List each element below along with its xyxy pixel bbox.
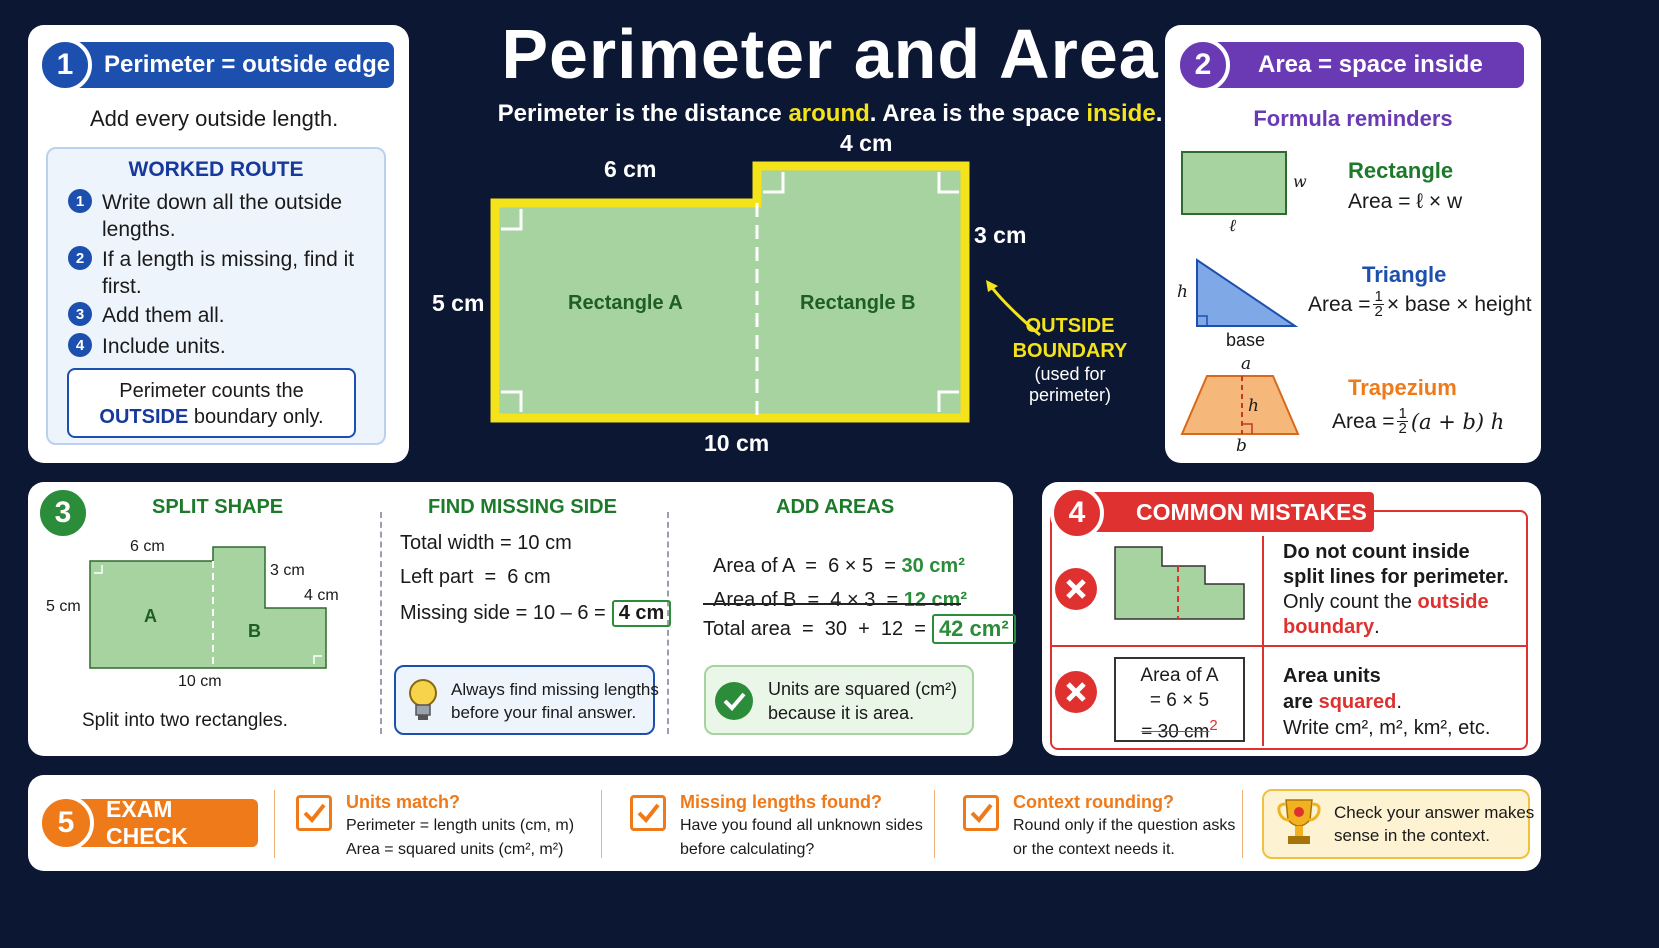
step-2-number: 2: [68, 246, 92, 270]
step-2: [68, 246, 368, 300]
dim-top-right: 4 cm: [840, 130, 893, 156]
wrong-calc-box: Area of A = 6 × 5 = 30 $cm^2$: [1114, 657, 1245, 742]
panel4-header: COMMON MISTAKES: [1080, 492, 1374, 532]
split-title: SPLIT SHAPE: [152, 496, 284, 518]
boundary-callout: OUTSIDE BOUNDARY (used for perimeter): [1012, 315, 1128, 405]
rectangle-name: Rectangle: [1348, 158, 1454, 183]
trap-h-label: h: [1248, 396, 1259, 416]
missing-line-3: Missing side = 10 – 6 = 4 cm: [400, 600, 671, 627]
step-3: [68, 302, 368, 329]
mistake-1-text: Do not count inside split lines for perimeter. Only count the outside boundary.: [1283, 541, 1509, 638]
divider-1: [380, 512, 382, 734]
worked-route-title: WORKED ROUTE: [128, 158, 304, 181]
tri-h-label: h: [1177, 282, 1188, 302]
split-label-a: A: [144, 606, 157, 626]
missing-line-1: Total width = 10 cm: [400, 532, 572, 554]
checkbox-icon[interactable]: [296, 795, 332, 831]
checkbox-icon[interactable]: [963, 795, 999, 831]
rectangle-formula: Area = ℓ × w: [1348, 190, 1463, 213]
trophy-icon: [1274, 796, 1324, 850]
step-4-text: Include units.: [102, 335, 226, 358]
rect-l-label: ℓ: [1229, 216, 1237, 236]
check-missing-lengths: Missing lengths found? Have you found all unknown sides before calculating?: [680, 792, 923, 858]
trap-b-label: b: [1236, 436, 1247, 456]
split-dim-step: 3 cm: [270, 562, 305, 579]
check-divider: [934, 790, 935, 858]
missing-line-2: Left part = 6 cm: [400, 566, 551, 588]
checkbox-icon[interactable]: [630, 795, 666, 831]
split-dim-bottom: 10 cm: [178, 673, 222, 690]
step-1-number: 1: [68, 189, 92, 213]
dim-right-step: 3 cm: [974, 222, 1027, 248]
panel1-header: Perimeter = outside edge: [60, 42, 394, 88]
panel2-number: 2: [1176, 38, 1230, 92]
error-icon: [1054, 670, 1098, 714]
triangle-name: Triangle: [1362, 262, 1447, 287]
area-b-line: Area of B = 4 × 3 = 12 cm²: [713, 589, 968, 611]
trap-a-label: a: [1241, 354, 1252, 374]
perimeter-note: Perimeter counts the OUTSIDE boundary only.: [67, 368, 356, 438]
mistake-shape: [1112, 544, 1248, 624]
split-dim-top: 6 cm: [130, 538, 165, 555]
missing-title: FIND MISSING SIDE: [428, 496, 617, 518]
total-area-line: Total area = 30 + 12 = 42 cm²: [703, 614, 1016, 644]
formula-subtitle: Formula reminders: [1253, 106, 1453, 131]
step-4: [68, 333, 368, 360]
split-shape-diagram: [80, 535, 360, 685]
triangle-formula: Area = $\frac{1}{2}$ × base × height: [1308, 288, 1532, 320]
panel1-intro: Add every outside length.: [90, 106, 339, 131]
step-3-text: Add them all.: [102, 304, 225, 327]
check-circle-icon: [714, 681, 754, 721]
check-rounding: Context rounding? Round only if the question asks or the context needs it.: [1013, 792, 1236, 858]
trapezium-shape: [1182, 376, 1298, 434]
panel1-number: 1: [38, 38, 92, 92]
split-dim-left: 5 cm: [46, 598, 81, 615]
split-caption: Split into two rectangles.: [82, 710, 288, 731]
check-divider: [1242, 790, 1243, 858]
check-divider: [601, 790, 602, 858]
rectangle-shape: [1182, 152, 1286, 214]
area-a-line: Area of A = 6 × 5 = 30 cm²: [713, 555, 965, 577]
trapezium-formula: Area = $\frac{1}{2}$ (a + b) h: [1332, 405, 1505, 437]
units-note-text: Units are squared (cm²) because it is area.: [768, 679, 958, 723]
total-area-answer: 42 cm²: [932, 614, 1016, 644]
step-1-text: Write down all the outside lengths.: [102, 191, 343, 241]
final-check-text: Check your answer makes sense in the context.: [1334, 803, 1535, 845]
trapezium-name: Trapezium: [1348, 375, 1457, 400]
check-divider: [274, 790, 275, 858]
step-2-text: If a length is missing, find it first.: [102, 248, 355, 298]
step-1: [68, 189, 368, 243]
lightbulb-icon: [405, 676, 441, 724]
rect-w-label: w: [1293, 172, 1307, 191]
dim-top-left: 6 cm: [604, 156, 657, 182]
rect-b-label: Rectangle B: [800, 292, 916, 314]
missing-tip-text: Always find missing lengths before your final answer.: [451, 680, 659, 722]
panel5-number: 5: [38, 795, 94, 851]
panel5-header: EXAM CHECK: [70, 799, 258, 847]
dim-bottom: 10 cm: [704, 430, 770, 456]
error-icon: [1054, 567, 1098, 611]
tri-base-label: base: [1226, 330, 1266, 350]
panel2-header: Area = space inside: [1200, 42, 1524, 88]
step-4-number: 4: [68, 333, 92, 357]
page-subtitle: Perimeter is the distance around. Area is the space inside.: [497, 100, 1163, 127]
step-3-number: 3: [68, 302, 92, 326]
panel3-number: 3: [36, 486, 90, 540]
dim-left: 5 cm: [432, 290, 485, 316]
mistake-2-text: Area units are squared. Write cm², m², km², etc.: [1283, 665, 1491, 739]
mistakes-divider-h: [1052, 645, 1526, 647]
split-label-b: B: [248, 621, 261, 641]
panel4-number: 4: [1050, 486, 1104, 540]
mistakes-divider-v: [1262, 536, 1264, 746]
triangle-shape: [1197, 260, 1295, 326]
rect-a-label: Rectangle A: [568, 292, 683, 314]
page-title: Perimeter and Area: [501, 15, 1159, 93]
areas-rule: [703, 603, 961, 605]
missing-answer: 4 cm: [612, 600, 672, 627]
check-units: Units match? Perimeter = length units (cm, m) Area = squared units (cm², m²): [346, 792, 575, 858]
areas-title: ADD AREAS: [776, 496, 895, 518]
split-dim-right: 4 cm: [304, 587, 339, 604]
